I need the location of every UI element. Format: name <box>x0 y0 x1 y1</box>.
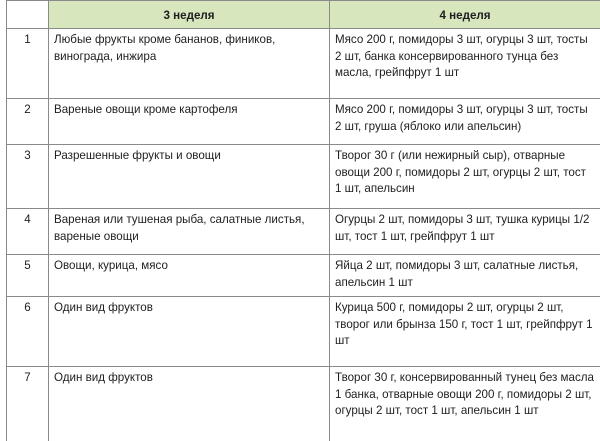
week-3-cell: Любые фрукты кроме бананов, фиников, винограда, инжира <box>49 29 330 99</box>
table-row <box>7 145 600 209</box>
week-3-cell: Овощи, курица, мясо <box>49 255 330 297</box>
week-4-cell: Творог 30 г, консервированный тунец без масла 1 банка, отварные овощи 200 г, помидоры 2 шт, огурцы 2 шт, тост 1 шт, апельсин 1 шт <box>330 367 600 441</box>
table-row <box>7 29 600 99</box>
day-number: 2 <box>7 99 49 145</box>
week-3-cell: Разрешенные фрукты и овощи <box>49 145 330 209</box>
table-row <box>7 297 600 367</box>
day-number: 7 <box>7 367 49 441</box>
table-row <box>7 367 600 441</box>
week-3-cell: Вареные овощи кроме картофеля <box>49 99 330 145</box>
header-week-3: 3 неделя <box>49 1 330 29</box>
diet-table-container <box>6 0 600 441</box>
header-row <box>7 1 600 29</box>
week-3-cell: Вареная или тушеная рыба, салатные листья, вареные овощи <box>49 209 330 255</box>
table-row <box>7 99 600 145</box>
table-row <box>7 255 600 297</box>
day-number: 5 <box>7 255 49 297</box>
day-number: 3 <box>7 145 49 209</box>
week-3-cell: Один вид фруктов <box>49 367 330 441</box>
header-day <box>7 1 49 29</box>
day-number: 1 <box>7 29 49 99</box>
table-row <box>7 209 600 255</box>
week-4-cell: Творог 30 г (или нежирный сыр), отварные овощи 200 г, помидоры 2 шт, огурцы 2 шт, тост 1 шт, апельсин <box>330 145 600 209</box>
day-number: 6 <box>7 297 49 367</box>
week-4-cell: Мясо 200 г, помидоры 3 шт, огурцы 3 шт, тосты 2 шт, груша (яблоко или апельсин) <box>330 99 600 145</box>
day-number: 4 <box>7 209 49 255</box>
week-4-cell: Яйца 2 шт, помидоры 3 шт, салатные листья, апельсин 1 шт <box>330 255 600 297</box>
week-3-cell: Один вид фруктов <box>49 297 330 367</box>
week-4-cell: Курица 500 г, помидоры 2 шт, огурцы 2 шт, творог или брынза 150 г, тост 1 шт, грейпфрут 1 шт <box>330 297 600 367</box>
header-week-4: 4 неделя <box>330 1 600 29</box>
diet-table <box>6 0 600 441</box>
week-4-cell: Огурцы 2 шт, помидоры 3 шт, тушка курицы 1/2 шт, тост 1 шт, грейпфрут 1 шт <box>330 209 600 255</box>
week-4-cell: Мясо 200 г, помидоры 3 шт, огурцы 3 шт, тосты 2 шт, банка консервированного тунца без масла, грейпфрут 1 шт <box>330 29 600 99</box>
